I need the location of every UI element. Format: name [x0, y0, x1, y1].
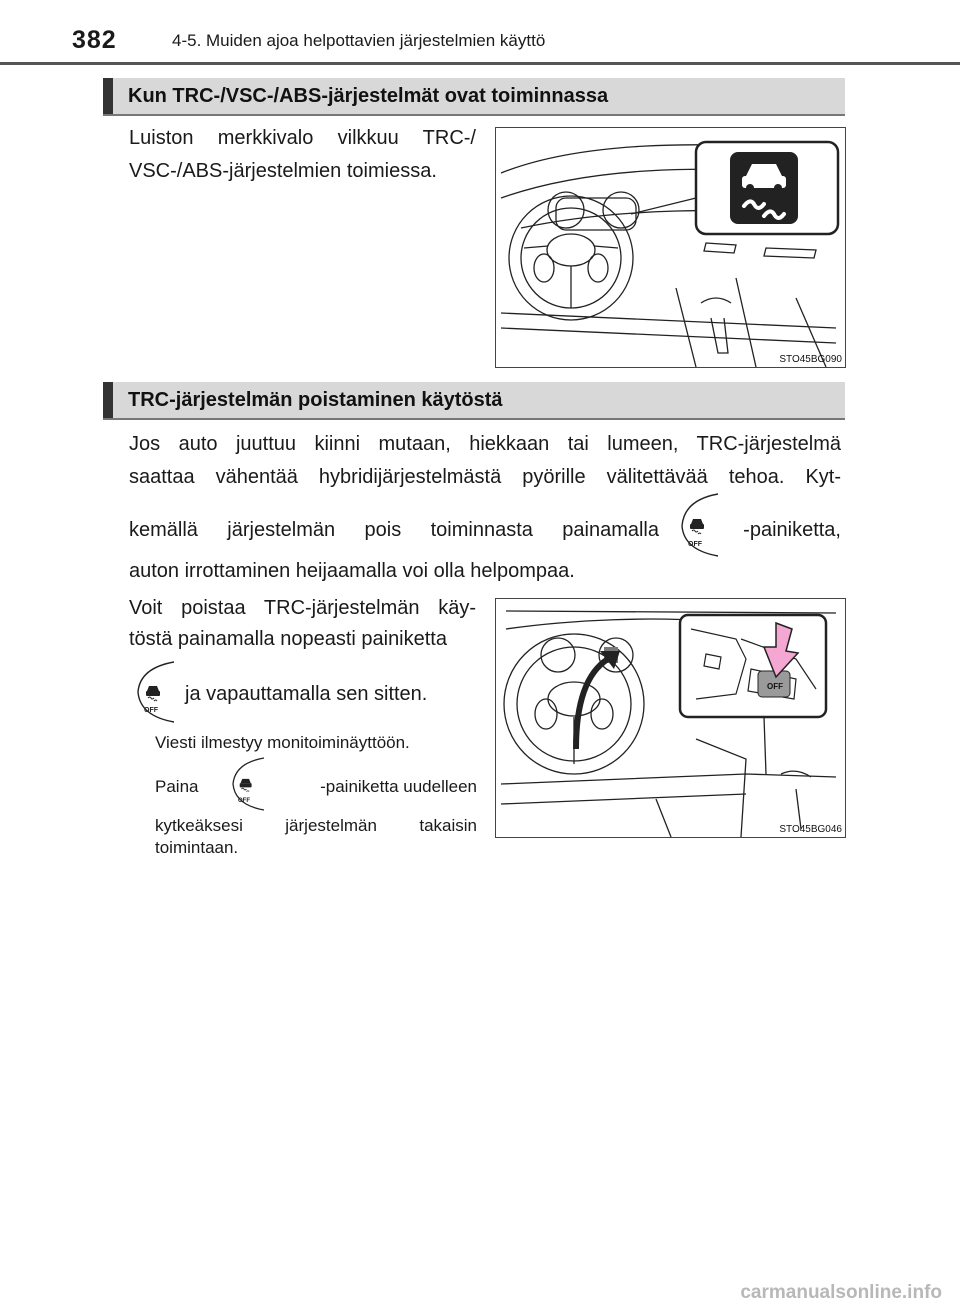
section-heading-2: [103, 382, 845, 420]
header-rule: [0, 62, 960, 65]
note-message-appears: Viesti ilmestyy monitoiminäyttöön.: [155, 733, 410, 752]
section2-p1-line1: Jos auto juuttuu kiinni mutaan, hiekkaan tai lumeen, TRC-järjestelmä: [129, 433, 841, 455]
page-number: 382: [72, 26, 117, 54]
watermark: carmanualsonline.info: [740, 1282, 942, 1303]
note2-line2: kytkeäksesi järjestelmän takaisin: [155, 816, 477, 835]
trc-off-button-icon: [674, 492, 724, 558]
section-title-1: Kun TRC-/VSC-/ABS-järjestelmät ovat toiminnassa: [128, 85, 609, 107]
section1-text-line1: Luiston merkkivalo vilkkuu TRC-/: [129, 127, 476, 149]
steering-wheel-illustration: [496, 599, 845, 837]
off-label-3: OFF: [238, 798, 250, 804]
section-title-2: TRC-järjestelmän poistaminen käytöstä: [128, 389, 503, 411]
note2-text-after: -painiketta uudelleen: [320, 777, 477, 796]
figure-code-2: STO45BG046: [779, 824, 842, 835]
note2-text-before: Paina: [155, 777, 199, 796]
section2-p2-line3: ja vapauttamalla sen sitten.: [185, 683, 428, 705]
section2-p1-line3a: kemällä järjestelmän pois toiminnasta painamalla: [129, 519, 659, 541]
section-heading-1: [103, 78, 845, 116]
off-label-1: OFF: [688, 541, 702, 548]
section2-p2-line1: Voit poistaa TRC-järjestelmän käy-: [129, 597, 476, 619]
section1-text-line2: VSC-/ABS-järjestelmien toimiessa.: [129, 160, 437, 182]
section2-p1-line2: saattaa vähentää hybridijärjestelmästä pyörille välitettävää tehoa. Kyt-: [129, 466, 841, 488]
section2-p1-line4: auton irrottaminen heijaamalla voi olla helpompaa.: [129, 560, 575, 582]
figure-dashboard-warning-light: [495, 127, 846, 368]
figure-trc-off-button-location: [495, 598, 846, 838]
callout-off-label: OFF: [767, 682, 783, 691]
section2-p1-line3b: -painiketta,: [743, 519, 841, 541]
off-label-2: OFF: [144, 707, 158, 714]
trc-off-button-icon-3: [228, 756, 268, 812]
dashboard-illustration: [496, 128, 845, 367]
chapter-title: 4-5. Muiden ajoa helpottavien järjestelmien käyttö: [172, 31, 546, 50]
section2-p2-line2: töstä painamalla nopeasti painiketta: [129, 628, 447, 650]
trc-off-button-icon-2: [132, 660, 178, 724]
figure-code-1: STO45BG090: [779, 354, 842, 365]
note2-line3: toimintaan.: [155, 838, 239, 857]
